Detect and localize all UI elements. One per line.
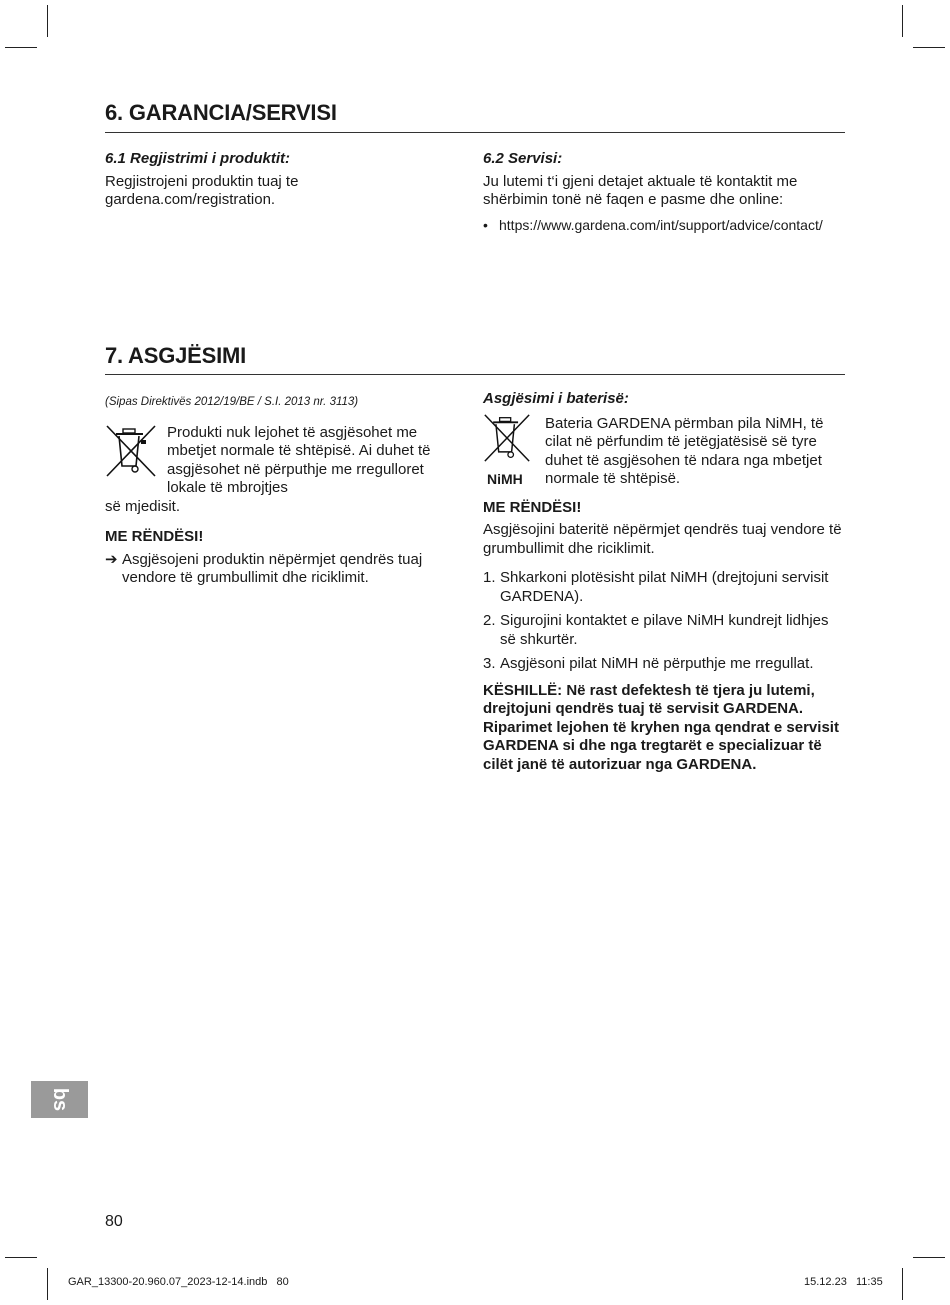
service-text: Ju lutemi t‘i gjeni detajet aktuale të kontaktit me shërbimin tonë në faqen e pasme dhe online:: [483, 172, 798, 208]
crop-mark: [902, 5, 903, 37]
crop-mark: [47, 1268, 48, 1300]
disposal-text: Produkti nuk lejohet të asgjësohet me mbetjet normale të shtëpisë. Ai duhet të asgjësohet në përputhje me rregulloret lokale të mbrojtjes: [167, 423, 431, 496]
registration-heading: 6.1 Regjistrimi i produktit:: [105, 150, 291, 167]
battery-heading: Asgjësimi i baterisë:: [483, 390, 629, 407]
arrow-right-icon: ➔: [105, 550, 118, 568]
page-number: 80: [105, 1213, 123, 1230]
tip-text: KËSHILLË: Në rast defektesh të tjera ju lutemi, drejtojuni qendrës tuaj të servisit GARDENA. Riparimet lejohen të kryhen nga qendrat e servisit GARDENA si dhe nga tregtarët e specializuar të cilët janë të autorizuar nga GARDENA.: [483, 681, 839, 773]
battery-text: Bateria GARDENA përmban pila NiMH, të cilat në përfundim të jetëgjatësisë së tyre duhet të asgjësohen të ndara nga mbetjet normale të shtëpisë.: [545, 414, 824, 487]
list-item: 3. Asgjësoni pilat NiMH në përputhje me rregullat.: [483, 655, 814, 672]
disposal-instruction-text: Asgjësojeni produktin nëpërmjet qendrës tuaj vendore të grumbullimit dhe riciklimit.: [122, 550, 423, 586]
crop-mark: [5, 1257, 37, 1258]
section-7-title: 7. ASGJËSIMI: [105, 343, 247, 368]
service-link-item: [483, 216, 848, 235]
crop-mark: [902, 1268, 903, 1300]
battery-icon-row: [483, 413, 845, 489]
footer-file-info: GAR_13300-20.960.07_2023-12-14.indb 80: [68, 1276, 289, 1288]
disposal-instruction: [105, 551, 467, 588]
crop-mark: [47, 5, 48, 37]
footer-datetime: 15.12.23 11:35: [804, 1276, 883, 1288]
crop-mark: [5, 47, 37, 48]
service-link[interactable]: https://www.gardena.com/int/support/advice/contact/: [499, 216, 823, 233]
nimh-label: NiMH: [487, 471, 523, 487]
registration-text: Regjistrojeni produktin tuaj te gardena.com/registration.: [105, 172, 299, 208]
section-6-title: 6. GARANCIA/SERVISI: [105, 100, 337, 125]
disposal-column: [105, 393, 467, 588]
important-heading: ME RËNDËSI!: [105, 528, 204, 545]
section-7-rule: [105, 374, 845, 375]
battery-steps: [483, 569, 845, 674]
bullet-icon: •: [483, 216, 488, 233]
battery-important-text: Asgjësojini bateritë nëpërmjet qendrës tuaj vendore të grumbullimit dhe riciklimit.: [483, 521, 842, 557]
directive-note: (Sipas Direktivës 2012/19/BE / S.I. 2013 nr. 3113): [105, 396, 359, 408]
crop-mark: [913, 47, 945, 48]
crossed-out-bin-icon: [105, 424, 167, 484]
registration-column: [105, 150, 467, 210]
language-tab: bs: [31, 1081, 88, 1118]
battery-icon-block: [483, 413, 545, 489]
battery-column: [483, 390, 845, 774]
section-6-rule: [105, 132, 845, 133]
list-item: 1. Shkarkoni plotësisht pilat NiMH (drejtojuni servisit GARDENA).: [483, 569, 829, 605]
crop-mark: [913, 1257, 945, 1258]
service-heading: 6.2 Servisi:: [483, 150, 563, 167]
disposal-icon-row: [105, 424, 467, 498]
crossed-out-bin-icon: [483, 413, 545, 469]
list-item: 2. Sigurojini kontaktet e pilave NiMH kundrejt lidhjes së shkurtër.: [483, 612, 829, 648]
battery-important-heading: ME RËNDËSI!: [483, 498, 582, 516]
disposal-text-tail: së mjedisit.: [105, 497, 181, 515]
service-column: [483, 150, 848, 234]
